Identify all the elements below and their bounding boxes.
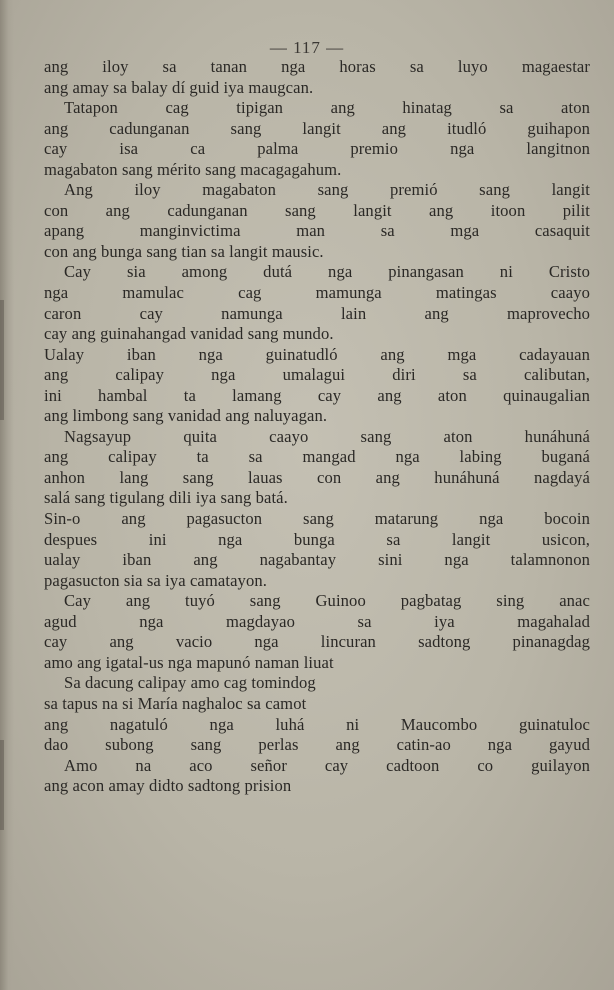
text-line: anhon lang sang lauas con ang hunáhuná nagdayá — [44, 467, 590, 487]
text-line: ang acon amay didto sadtong prision — [44, 776, 292, 796]
text-line: ualay iban ang nagabantay sini nga talamnonon — [44, 550, 590, 570]
text-line: Ualay iban nga guinatudló ang mga cadayauan — [44, 344, 590, 364]
text-line: Tatapon cag tipigan ang hinatag sa aton — [64, 98, 590, 118]
text-line: cay ang guinahangad vanidad sang mundo. — [44, 324, 334, 344]
page-left-edge-shadow — [0, 0, 14, 990]
text-line: Sin-o ang pagasucton sang matarung nga bocoin — [44, 509, 590, 529]
text-line: Nagsayup quita caayo sang aton hunáhuná — [64, 426, 590, 446]
text-line: pagasucton sia sa iya camatayon. — [44, 570, 267, 590]
text-line: apang manginvictima man sa mga casaquit — [44, 221, 590, 241]
text-line: magabaton sang mérito sang macagagahum. — [44, 159, 342, 179]
text-line: salá sang tigulang dili iya sang batá. — [44, 488, 288, 508]
poem-text-block — [44, 57, 590, 797]
text-line: Cay ang tuyó sang Guinoo pagbatag sing anac — [64, 591, 590, 611]
text-line: dao subong sang perlas ang catin-ao nga gayud — [44, 735, 590, 755]
text-line: ang iloy sa tanan nga horas sa luyo magaestar — [44, 57, 590, 76]
text-line: Ang iloy magabaton sang premió sang langit — [64, 180, 590, 200]
text-line: cay ang vacio nga lincuran sadtong pinanagdag — [44, 632, 590, 652]
text-line: ang calipay nga umalagui diri sa calibutan, — [44, 365, 590, 385]
text-line: Cay sia among dutá nga pinangasan ni Cristo — [64, 262, 590, 282]
text-line: agud nga magdayao sa iya magahalad — [44, 611, 590, 631]
text-line: nga mamulac cag mamunga matingas caayo — [44, 283, 590, 303]
text-line: amo ang igatal-us nga mapunó naman liuat — [44, 652, 334, 672]
text-line: despues ini nga bunga sa langit usicon, — [44, 529, 590, 549]
text-line: ang nagatuló nga luhá ni Maucombo guinatuloc — [44, 714, 590, 734]
text-line: con ang cadunganan sang langit ang itoon pilit — [44, 200, 590, 220]
text-line: cay isa ca palma premio nga langitnon — [44, 139, 590, 159]
page-number: — 117 — — [269, 38, 345, 57]
text-line: caron cay namunga lain ang maprovecho — [44, 303, 590, 323]
text-line: ang calipay ta sa mangad nga labing buganá — [44, 447, 590, 467]
text-line: Amo na aco señor cay cadtoon co guilayon — [64, 755, 590, 775]
text-line: ang amay sa balay dí guid iya maugcan. — [44, 77, 314, 97]
text-line: con ang bunga sang tian sa langit mausic. — [44, 241, 324, 261]
binding-mark — [0, 740, 4, 830]
text-line: ini hambal ta lamang cay ang aton quinaugalian — [44, 385, 590, 405]
text-line: Sa dacung calipay amo cag tomindog — [64, 673, 316, 693]
text-line: ang cadunganan sang langit ang itudló guihapon — [44, 118, 590, 138]
text-line: ang limbong sang vanidad ang naluyagan. — [44, 406, 328, 426]
text-line: sa tapus na si María naghaloc sa camot — [44, 693, 307, 713]
binding-mark — [0, 300, 4, 420]
